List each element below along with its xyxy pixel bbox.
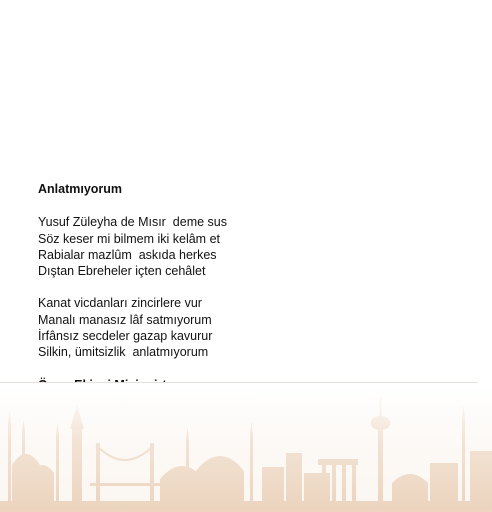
poem-line: Rabialar mazlûm askıda herkes <box>38 247 217 262</box>
stanza-2 <box>38 295 458 360</box>
poem-line: Yusuf Züleyha de Mısır deme sus <box>38 215 227 230</box>
poem-line: İrfânsız secdeler gazap kavurur <box>38 329 213 344</box>
poem-line: Manalı manasız lâf satmıyorum <box>38 312 212 327</box>
poem-title: Anlatmıyorum <box>38 182 123 196</box>
poem-line: Kanat vicdanları zincirlere vur <box>38 296 202 311</box>
poem <box>38 181 458 393</box>
stanza-1 <box>38 214 458 279</box>
poem-line: Söz keser mi bilmem iki kelâm et <box>38 231 220 246</box>
city-skyline-illustration <box>0 383 492 512</box>
poem-line: Silkin, ümitsizlik anlatmıyorum <box>38 345 209 360</box>
poem-line: Dıştan Ebreheler içten cehâlet <box>38 264 206 279</box>
